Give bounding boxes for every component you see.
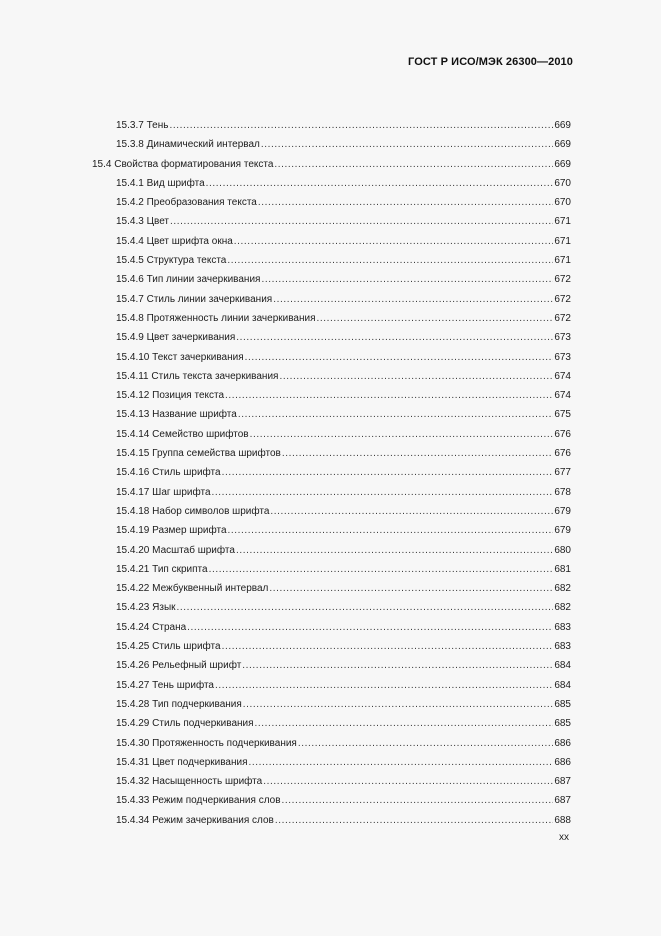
toc-dot-leader bbox=[282, 791, 554, 810]
toc-entry-number: 15.4.2 bbox=[116, 197, 144, 209]
toc-entry-page-number: 687 bbox=[554, 776, 571, 788]
toc-entry-number: 15.3.8 bbox=[116, 139, 144, 151]
toc-dot-leader bbox=[273, 290, 553, 309]
toc-entry-number: 15.4.14 bbox=[116, 428, 150, 440]
toc-dot-leader bbox=[249, 753, 554, 772]
toc-entry-page-number: 679 bbox=[554, 505, 571, 517]
toc-entry[interactable] bbox=[0, 290, 661, 309]
toc-entry-title: Цвет bbox=[146, 216, 170, 228]
page-number-footer: xx bbox=[559, 832, 569, 843]
toc-entry[interactable] bbox=[0, 560, 661, 579]
toc-entry-number: 15.4.20 bbox=[116, 544, 150, 556]
toc-entry-page-number: 669 bbox=[554, 158, 571, 170]
toc-entry[interactable] bbox=[0, 328, 661, 347]
toc-dot-leader bbox=[298, 734, 553, 753]
toc-entry-title: Преобразования текста bbox=[146, 197, 257, 209]
toc-entry-number: 15.4.18 bbox=[116, 505, 150, 517]
page-header-title: ГОСТ Р ИСО/МЭК 26300—2010 bbox=[408, 56, 573, 68]
toc-entry-number: 15.4.31 bbox=[116, 756, 150, 768]
toc-dot-leader bbox=[261, 270, 553, 289]
toc-entry-number: 15.4.15 bbox=[116, 448, 150, 460]
toc-dot-leader bbox=[270, 502, 553, 521]
toc-entry-number: 15.4.10 bbox=[116, 351, 150, 363]
toc-entry[interactable] bbox=[0, 656, 661, 675]
toc-entry-page-number: 679 bbox=[554, 525, 571, 537]
toc-entry[interactable] bbox=[0, 695, 661, 714]
table-of-contents bbox=[0, 116, 661, 830]
toc-entry-number: 15.4.21 bbox=[116, 563, 150, 575]
toc-entry-number: 15.4.30 bbox=[116, 737, 150, 749]
toc-entry[interactable] bbox=[0, 367, 661, 386]
toc-entry-title: Межбуквенный интервал bbox=[152, 583, 269, 595]
toc-entry[interactable] bbox=[0, 811, 661, 830]
toc-entry-title: Стиль линии зачеркивания bbox=[146, 293, 273, 305]
toc-dot-leader bbox=[225, 386, 553, 405]
toc-entry-title: Цвет подчеркивания bbox=[152, 756, 248, 768]
toc-entry-number: 15.4.13 bbox=[116, 409, 150, 421]
toc-dot-leader bbox=[269, 579, 553, 598]
toc-entry-title: Семейство шрифтов bbox=[152, 428, 249, 440]
toc-dot-leader bbox=[261, 135, 553, 154]
toc-entry-number: 15.4.29 bbox=[116, 718, 150, 730]
toc-entry-number: 15.4.27 bbox=[116, 679, 150, 691]
toc-entry-page-number: 670 bbox=[554, 177, 571, 189]
toc-dot-leader bbox=[236, 541, 553, 560]
toc-entry-number: 15.4.16 bbox=[116, 467, 150, 479]
toc-entry-title: Размер шрифта bbox=[152, 525, 227, 537]
toc-entry-title: Страна bbox=[152, 621, 187, 633]
toc-entry-number: 15.4.9 bbox=[116, 332, 144, 344]
toc-entry[interactable] bbox=[0, 618, 661, 637]
toc-entry[interactable] bbox=[0, 212, 661, 231]
toc-dot-leader bbox=[275, 811, 553, 830]
toc-entry-number: 15.4.25 bbox=[116, 641, 150, 653]
toc-entry[interactable] bbox=[0, 502, 661, 521]
toc-dot-leader bbox=[227, 251, 553, 270]
toc-entry[interactable] bbox=[0, 135, 661, 154]
toc-entry-title: Стиль шрифта bbox=[152, 467, 221, 479]
toc-entry-page-number: 673 bbox=[554, 351, 571, 363]
toc-entry[interactable] bbox=[0, 483, 661, 502]
toc-entry-title: Название шрифта bbox=[152, 409, 237, 421]
toc-entry-title: Протяженность линии зачеркивания bbox=[146, 312, 316, 324]
toc-dot-leader bbox=[317, 309, 554, 328]
toc-entry[interactable] bbox=[0, 270, 661, 289]
toc-entry-page-number: 688 bbox=[554, 814, 571, 826]
toc-entry[interactable] bbox=[0, 386, 661, 405]
toc-entry-title: Тип скрипта bbox=[152, 563, 208, 575]
toc-entry[interactable] bbox=[0, 444, 661, 463]
toc-entry-title: Масштаб шрифта bbox=[152, 544, 235, 556]
toc-dot-leader bbox=[242, 656, 553, 675]
toc-entry-page-number: 670 bbox=[554, 197, 571, 209]
toc-entry-number: 15.4.7 bbox=[116, 293, 144, 305]
toc-entry-title: Вид шрифта bbox=[146, 177, 205, 189]
toc-entry-title: Цвет шрифта окна bbox=[146, 235, 233, 247]
toc-dot-leader bbox=[169, 116, 553, 135]
toc-entry-title: Структура текста bbox=[146, 255, 227, 267]
toc-entry-page-number: 672 bbox=[554, 312, 571, 324]
toc-dot-leader bbox=[170, 212, 553, 231]
toc-entry-page-number: 682 bbox=[554, 583, 571, 595]
toc-dot-leader bbox=[236, 328, 553, 347]
toc-entry-page-number: 680 bbox=[554, 544, 571, 556]
toc-entry-number: 15.4.23 bbox=[116, 602, 150, 614]
toc-entry-number: 15.4.1 bbox=[116, 177, 144, 189]
toc-entry-title: Тип линии зачеркивания bbox=[146, 274, 261, 286]
toc-entry-page-number: 676 bbox=[554, 448, 571, 460]
toc-entry[interactable] bbox=[0, 734, 661, 753]
toc-entry[interactable] bbox=[0, 714, 661, 733]
toc-entry[interactable] bbox=[0, 637, 661, 656]
toc-entry-title: Свойства форматирования текста bbox=[114, 158, 274, 170]
toc-entry-page-number: 672 bbox=[554, 274, 571, 286]
toc-entry-title: Стиль подчеркивания bbox=[152, 718, 254, 730]
toc-entry-number: 15.4.5 bbox=[116, 255, 144, 267]
toc-dot-leader bbox=[245, 348, 554, 367]
toc-entry-number: 15.4.32 bbox=[116, 776, 150, 788]
toc-dot-leader bbox=[187, 618, 553, 637]
toc-entry-title: Стиль шрифта bbox=[152, 641, 221, 653]
toc-entry-title: Набор символов шрифта bbox=[152, 505, 270, 517]
toc-entry-title: Текст зачеркивания bbox=[152, 351, 244, 363]
toc-dot-leader bbox=[250, 425, 554, 444]
toc-entry-page-number: 686 bbox=[554, 737, 571, 749]
toc-entry[interactable] bbox=[0, 772, 661, 791]
toc-entry-number: 15.4.26 bbox=[116, 660, 150, 672]
toc-entry-number: 15.4 bbox=[92, 158, 112, 170]
toc-dot-leader bbox=[234, 232, 554, 251]
toc-dot-leader bbox=[274, 155, 553, 174]
toc-entry-page-number: 684 bbox=[554, 660, 571, 672]
toc-entry[interactable] bbox=[0, 174, 661, 193]
toc-entry-page-number: 687 bbox=[554, 795, 571, 807]
toc-entry[interactable] bbox=[0, 155, 661, 174]
toc-entry-title: Позиция текста bbox=[152, 390, 225, 402]
toc-entry-page-number: 669 bbox=[554, 120, 571, 131]
toc-entry-title: Тень шрифта bbox=[152, 679, 214, 691]
toc-entry[interactable] bbox=[0, 251, 661, 270]
toc-entry-number: 15.4.3 bbox=[116, 216, 144, 228]
toc-entry-title: Стиль текста зачеркивания bbox=[151, 370, 279, 382]
toc-entry-number: 15.4.19 bbox=[116, 525, 150, 537]
toc-entry-number: 15.4.24 bbox=[116, 621, 150, 633]
toc-entry-number: 15.4.4 bbox=[116, 235, 144, 247]
toc-entry-page-number: 686 bbox=[554, 756, 571, 768]
toc-entry-title: Группа семейства шрифтов bbox=[152, 448, 281, 460]
toc-entry-page-number: 673 bbox=[554, 332, 571, 344]
toc-entry-title: Протяженность подчеркивания bbox=[152, 737, 297, 749]
toc-dot-leader bbox=[263, 772, 553, 791]
toc-entry[interactable] bbox=[0, 753, 661, 772]
toc-entry-page-number: 675 bbox=[554, 409, 571, 421]
toc-dot-leader bbox=[177, 598, 554, 617]
toc-entry[interactable] bbox=[0, 348, 661, 367]
toc-entry-number: 15.4.11 bbox=[116, 370, 149, 382]
toc-dot-leader bbox=[209, 560, 554, 579]
toc-entry[interactable] bbox=[0, 193, 661, 212]
toc-entry[interactable] bbox=[0, 676, 661, 695]
toc-entry-page-number: 676 bbox=[554, 428, 571, 440]
toc-dot-leader bbox=[243, 695, 554, 714]
toc-entry[interactable] bbox=[0, 405, 661, 424]
toc-dot-leader bbox=[228, 521, 554, 540]
toc-dot-leader bbox=[206, 174, 554, 193]
toc-entry-title: Динамический интервал bbox=[146, 139, 260, 151]
toc-entry-title: Цвет зачеркивания bbox=[146, 332, 236, 344]
toc-entry-number: 15.3.7 bbox=[116, 120, 144, 131]
toc-entry-page-number: 674 bbox=[554, 390, 571, 402]
toc-entry-number: 15.4.8 bbox=[116, 312, 144, 324]
toc-entry-page-number: 685 bbox=[554, 698, 571, 710]
toc-dot-leader bbox=[238, 405, 553, 424]
toc-entry[interactable] bbox=[0, 579, 661, 598]
toc-entry-page-number: 683 bbox=[554, 621, 571, 633]
toc-entry[interactable] bbox=[0, 521, 661, 540]
toc-entry-page-number: 684 bbox=[554, 679, 571, 691]
toc-entry-page-number: 681 bbox=[554, 563, 571, 575]
toc-dot-leader bbox=[258, 193, 553, 212]
toc-entry[interactable] bbox=[0, 232, 661, 251]
toc-entry-page-number: 671 bbox=[554, 216, 571, 228]
toc-entry-title: Режим подчеркивания слов bbox=[152, 795, 281, 807]
toc-entry[interactable] bbox=[0, 425, 661, 444]
toc-dot-leader bbox=[222, 637, 554, 656]
toc-dot-leader bbox=[212, 483, 554, 502]
toc-dot-leader bbox=[222, 463, 554, 482]
toc-entry-page-number: 677 bbox=[554, 467, 571, 479]
toc-entry-number: 15.4.34 bbox=[116, 814, 150, 826]
toc-entry-number: 15.4.17 bbox=[116, 486, 150, 498]
toc-entry[interactable] bbox=[0, 791, 661, 810]
toc-dot-leader bbox=[282, 444, 553, 463]
toc-entry[interactable] bbox=[0, 116, 661, 135]
toc-entry-page-number: 671 bbox=[554, 235, 571, 247]
toc-entry-number: 15.4.28 bbox=[116, 698, 150, 710]
toc-entry-page-number: 683 bbox=[554, 641, 571, 653]
toc-entry-title: Тень bbox=[146, 120, 169, 131]
toc-entry-page-number: 678 bbox=[554, 486, 571, 498]
toc-entry-title: Режим зачеркивания слов bbox=[152, 814, 274, 826]
toc-entry[interactable] bbox=[0, 309, 661, 328]
toc-entry-number: 15.4.6 bbox=[116, 274, 144, 286]
toc-entry-title: Тип подчеркивания bbox=[152, 698, 242, 710]
toc-dot-leader bbox=[255, 714, 554, 733]
toc-entry-page-number: 685 bbox=[554, 718, 571, 730]
toc-entry-title: Насыщенность шрифта bbox=[152, 776, 263, 788]
toc-entry[interactable] bbox=[0, 463, 661, 482]
toc-entry-page-number: 671 bbox=[554, 255, 571, 267]
toc-entry-number: 15.4.33 bbox=[116, 795, 150, 807]
toc-entry-title: Язык bbox=[152, 602, 176, 614]
toc-dot-leader bbox=[215, 676, 553, 695]
toc-entry-page-number: 669 bbox=[554, 139, 571, 151]
toc-dot-leader bbox=[279, 367, 553, 386]
toc-entry-page-number: 682 bbox=[554, 602, 571, 614]
toc-entry-title: Рельефный шрифт bbox=[152, 660, 242, 672]
toc-entry-title: Шаг шрифта bbox=[152, 486, 211, 498]
toc-entry[interactable] bbox=[0, 598, 661, 617]
toc-entry-number: 15.4.22 bbox=[116, 583, 150, 595]
toc-entry-page-number: 672 bbox=[554, 293, 571, 305]
toc-entry[interactable] bbox=[0, 541, 661, 560]
toc-entry-page-number: 674 bbox=[554, 370, 571, 382]
toc-entry-number: 15.4.12 bbox=[116, 390, 150, 402]
